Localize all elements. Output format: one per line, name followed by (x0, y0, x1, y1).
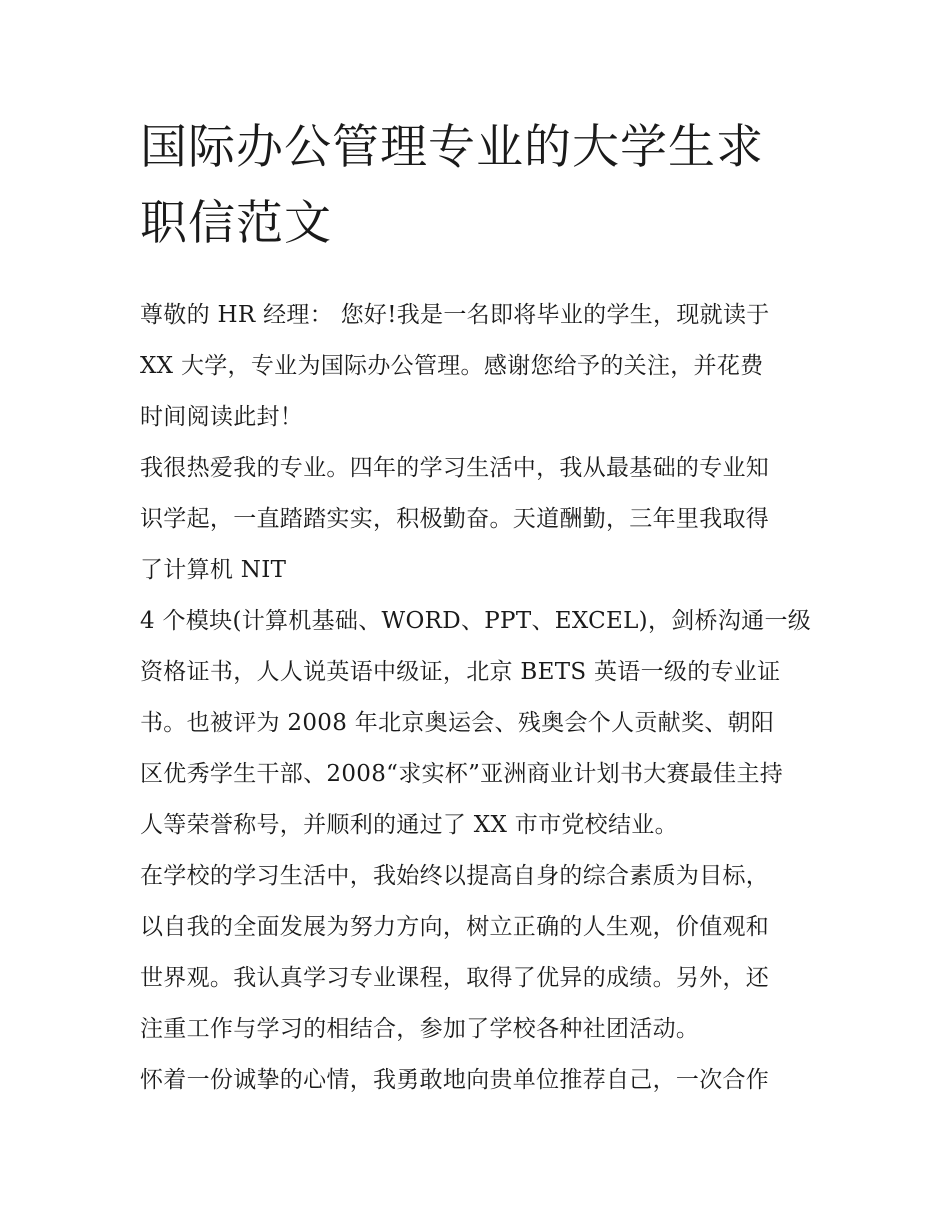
text-line: 在学校的学习生活中，我始终以提高自身的综合素质为目标， (140, 863, 770, 889)
text-line: 怀着一份诚挚的心情，我勇敢地向贵单位推荐自己，一次合作 (140, 1067, 770, 1093)
paragraph-greeting (140, 290, 812, 443)
text-line: 以自我的全面发展为努力方向，树立正确的人生观，价值观和 (140, 914, 770, 940)
paragraph-school-life (140, 851, 812, 1055)
text-line: XX 大学，专业为国际办公管理。感谢您给予的关注，并花费 (140, 353, 764, 379)
text-line: 资格证书，人人说英语中级证，北京 BETS 英语一级的专业证 (140, 659, 781, 685)
text-line: 识学起，一直踏踏实实，积极勤奋。天道酬勤，三年里我取得 (140, 506, 770, 532)
text-line: 人等荣誉称号，并顺利的通过了 XX 市市党校结业。 (140, 812, 678, 838)
text-line: 区优秀学生干部、2008“求实杯”亚洲商业计划书大赛最佳主持 (140, 761, 784, 787)
text-line: 注重工作与学习的相结合，参加了学校各种社团活动。 (140, 1016, 700, 1042)
text-line: 我很热爱我的专业。四年的学习生活中，我从最基础的专业知 (140, 455, 770, 481)
title-line: 国际办公管理专业的大学生求 (140, 120, 764, 175)
text-line: 书。也被评为 2008 年北京奥运会、残奥会个人贡献奖、朝阳 (140, 710, 775, 736)
paragraph-certificates (140, 596, 812, 851)
title-line: 职信范文 (140, 196, 332, 251)
text-line: 世界观。我认真学习专业课程，取得了优异的成绩。另外，还 (140, 965, 770, 991)
paragraph-major (140, 443, 812, 596)
text-line: 4 个模块(计算机基础、WORD、PPT、EXCEL)，剑桥沟通一级 (140, 608, 812, 634)
text-line: 时间阅读此封！ (140, 404, 304, 430)
title-spacer (140, 262, 812, 290)
text-line: 了计算机 NIT (140, 557, 287, 583)
document-body (140, 110, 812, 1106)
text-line: 尊敬的 HR 经理： 您好!我是一名即将毕业的学生，现就读于 (140, 302, 770, 328)
paragraph-closing (140, 1055, 812, 1106)
document-title (140, 110, 812, 262)
